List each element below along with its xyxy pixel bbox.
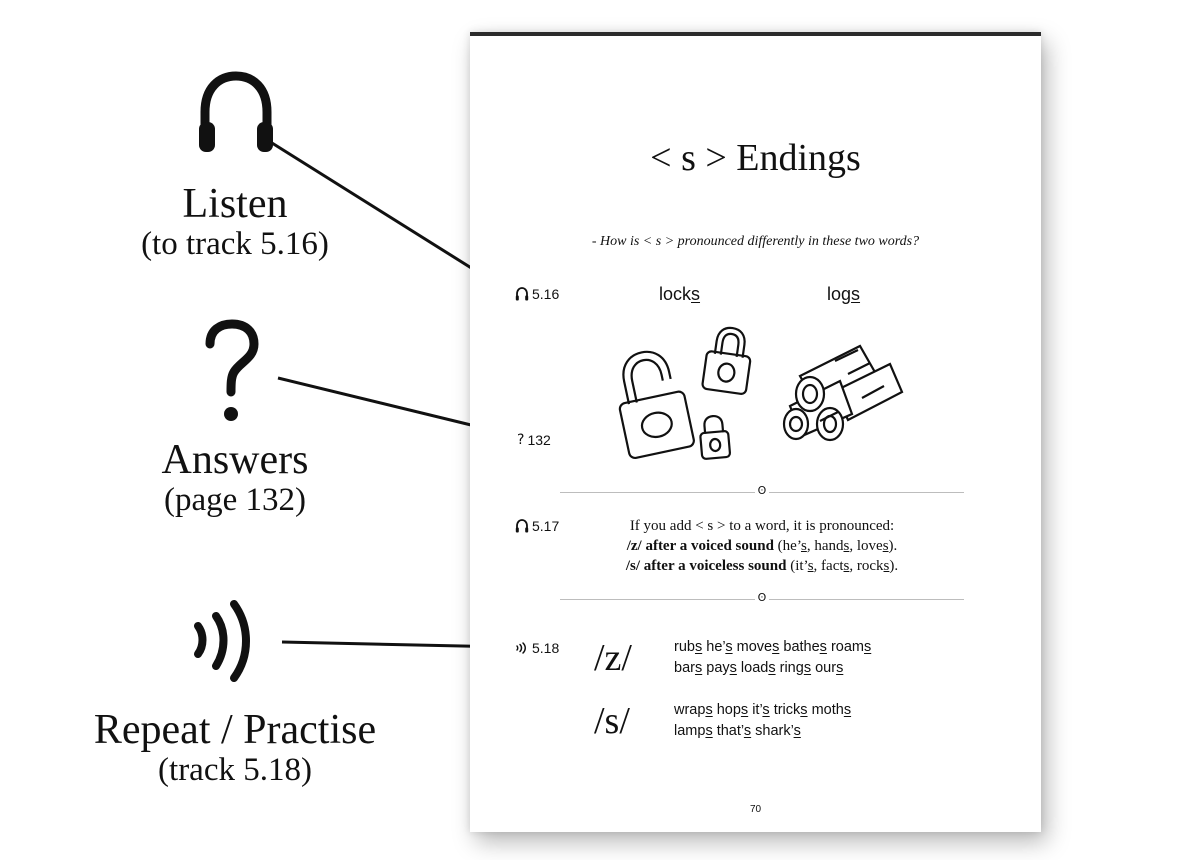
answers-subtitle: (page 132) xyxy=(163,482,307,518)
track-number: 5.18 xyxy=(532,640,560,656)
z-symbol: /z/ xyxy=(594,637,632,679)
practice-word: roams xyxy=(830,639,872,655)
rule-voiceless-label: /s/ after a voiceless sound xyxy=(625,558,787,574)
practice-word: it’s xyxy=(752,702,770,718)
track-number: 5.17 xyxy=(532,518,560,534)
repeat-legend xyxy=(40,708,430,788)
question-mark-icon: ? xyxy=(517,432,525,448)
answers-legend xyxy=(95,438,375,518)
word-row xyxy=(674,637,871,658)
repeat-title: Repeat / Practise xyxy=(93,707,377,753)
word-ending: s xyxy=(691,284,701,304)
practice-word: hops xyxy=(716,702,749,718)
rule-voiceless: /s/ after a voiceless sound (it’s, facts, rocks). xyxy=(625,558,899,574)
practice-word: moths xyxy=(811,702,852,718)
practice-word: rubs xyxy=(674,639,703,655)
pronunciation-rule xyxy=(560,516,964,576)
practice-word: lamps xyxy=(674,723,713,739)
track-5-16[interactable] xyxy=(515,286,559,302)
practice-word: bars xyxy=(674,660,703,676)
repeat-subtitle: (track 5.18) xyxy=(158,752,312,788)
book-page xyxy=(470,32,1041,832)
practice-word: shark’s xyxy=(755,723,801,739)
sound-waves-icon xyxy=(515,641,529,655)
listen-legend xyxy=(95,182,375,262)
answers-page: 132 xyxy=(527,432,551,448)
s-symbol: /s/ xyxy=(594,700,630,742)
example-word: rocks xyxy=(856,558,890,574)
track-5-17[interactable] xyxy=(515,518,559,534)
practice-word: moves xyxy=(736,639,780,655)
padlocks-illustration xyxy=(610,321,770,471)
z-word-list xyxy=(674,637,871,679)
sound-waves-icon xyxy=(190,596,260,686)
practice-word: pays xyxy=(706,660,737,676)
page-title: < s > Endings xyxy=(650,137,861,179)
example-word: it’s xyxy=(795,558,814,574)
practice-word: ours xyxy=(815,660,844,676)
answers-title: Answers xyxy=(161,437,309,483)
divider-ornament: ʘ xyxy=(755,484,769,497)
headphones-icon xyxy=(195,70,277,156)
answers-reference[interactable] xyxy=(517,432,551,448)
word-ending: s xyxy=(851,284,861,304)
s-word-list xyxy=(674,700,851,742)
word-stem: lock xyxy=(659,284,692,304)
rule-voiced-label: /z/ after a voiced sound xyxy=(626,538,774,554)
practice-word: wraps xyxy=(674,702,713,718)
listen-title: Listen xyxy=(182,181,288,227)
practice-word: that’s xyxy=(716,723,752,739)
practice-word: he’s xyxy=(706,639,733,655)
word-row xyxy=(674,700,851,721)
page-number: 70 xyxy=(749,804,762,815)
rule-intro: If you add < s > to a word, it is pronounced: xyxy=(629,518,895,534)
logs-illustration xyxy=(780,336,905,446)
practice-word: loads xyxy=(740,660,776,676)
listen-subtitle: (to track 5.16) xyxy=(141,226,329,262)
word-row xyxy=(674,658,871,679)
word-row xyxy=(674,721,851,742)
track-number: 5.16 xyxy=(532,286,560,302)
word-locks xyxy=(659,284,700,305)
example-word: facts xyxy=(821,558,850,574)
headphones-icon xyxy=(515,287,529,302)
question-mark-icon xyxy=(200,318,264,428)
practice-word: rings xyxy=(779,660,812,676)
question-text: - How is < s > pronounced differently in these two words? xyxy=(591,234,920,249)
divider-ornament: ʘ xyxy=(755,591,769,604)
track-5-18[interactable] xyxy=(515,640,559,656)
word-logs xyxy=(827,284,860,305)
example-word: hands xyxy=(814,538,850,554)
example-word: he’s xyxy=(782,538,807,554)
headphones-icon xyxy=(515,519,529,534)
word-stem: log xyxy=(827,284,852,304)
practice-word: bathes xyxy=(783,639,827,655)
rule-voiced: /z/ after a voiced sound (he’s, hands, loves). xyxy=(626,538,898,554)
example-word: loves xyxy=(856,538,889,554)
practice-word: tricks xyxy=(773,702,808,718)
